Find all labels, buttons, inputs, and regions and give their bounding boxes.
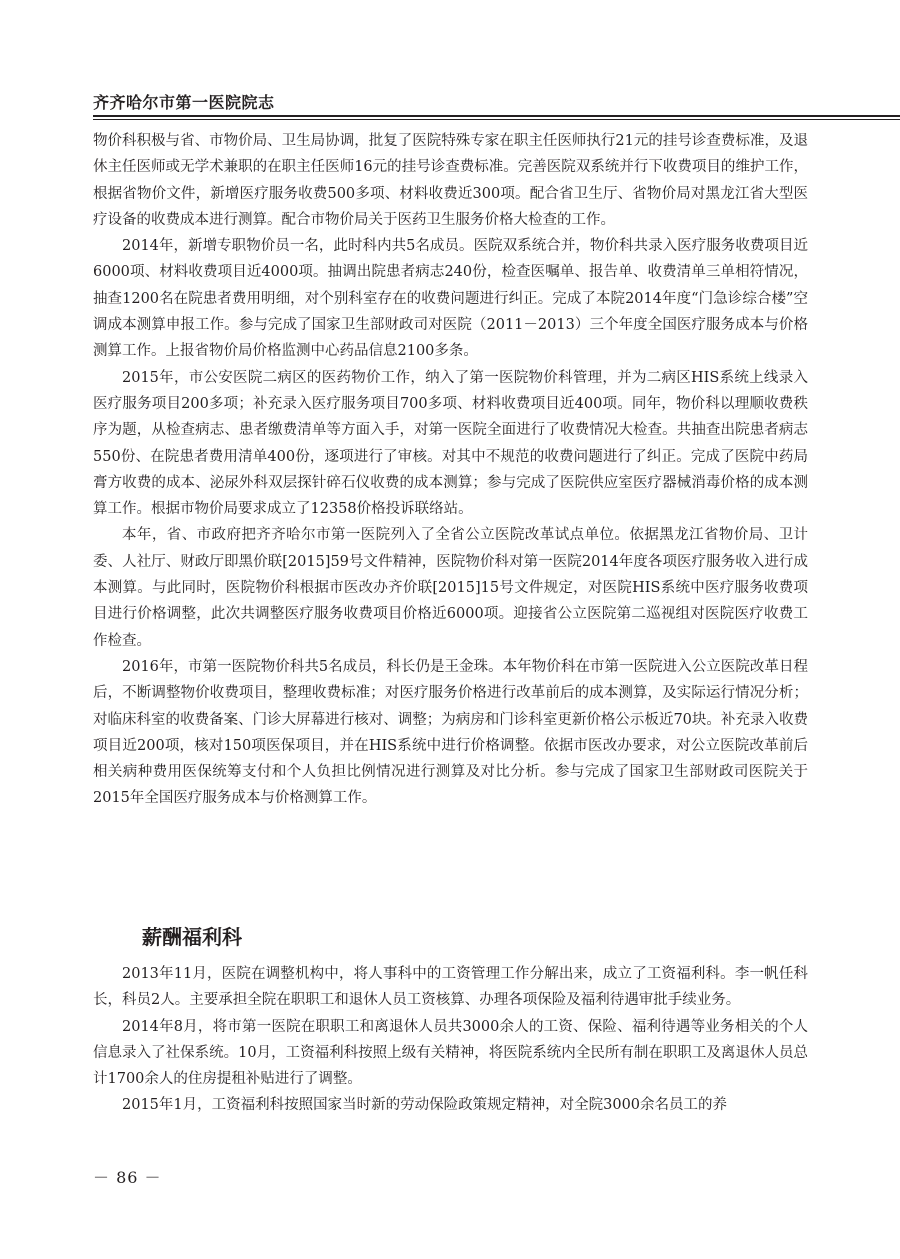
header-rule-secondary	[93, 119, 900, 120]
paragraph: 物价科积极与省、市物价局、卫生局协调，批复了医院特殊专家在职主任医师执行21元的挂号诊查费标准，及退休主任医师或无学术兼职的在职主任医师16元的挂号诊查费标准。完善医院双系统并行下收费项目的维护工作，根据省物价文件，新增医疗服务收费500多项、材料收费近300项。配合省卫生厅、省物价局对黑龙江省大型医疗设备的收费成本进行测算。配合市物价局关于医药卫生服务价格大检查的工作。	[93, 133, 808, 228]
paragraph: 2014年，新增专职物价员一名，此时科内共5名成员。医院双系统合并，物价科共录入医疗服务收费项目近6000项、材料收费项目近4000项。抽调出院患者病志240份，检查医嘱单、报告单、收费清单三单相符情况，抽查1200名在院患者费用明细，对个别科室存在的收费问题进行纠正。完成了本院2014年度“门急诊综合楼”空调成本测算申报工作。参与完成了国家卫生部财政司对医院（2011－2013）三个年度全国医疗服务成本与价格测算工作。上报省物价局价格监测中心药品信息2100多条。	[93, 238, 808, 360]
paragraph: 2016年，市第一医院物价科共5名成员，科长仍是王金珠。本年物价科在市第一医院进入公立医院改革日程后，不断调整物价收费项目，整理收费标准；对医疗服务价格进行改革前后的成本测算，及实际运行情况分析；对临床科室的收费备案、门诊大屏幕进行核对、调整；为病房和门诊科室更新价格公示板近70块。补充录入收费项目近200项，核对150项医保项目，并在HIS系统中进行价格调整。依据市医改办要求，对公立医院改革前后相关病种费用医保统筹支付和个人负担比例情况进行测算及对比分析。参与完成了国家卫生部财政司医院关于2015年全国医疗服务成本与价格测算工作。	[93, 658, 808, 807]
paragraph: 2014年8月，将市第一医院在职职工和离退休人员共3000余人的工资、保险、福利待遇等业务相关的个人信息录入了社保系统。10月，工资福利科按照上级有关精神，将医院系统内全民所有制在职职工及离退休人员总计1700余人的住房提租补贴进行了调整。	[93, 1018, 808, 1088]
paragraph: 2015年1月，工资福利科按照国家当时新的劳动保险政策规定精神，对全院3000余名员工的养	[122, 1097, 728, 1114]
running-header-title: 齐齐哈尔市第一医院院志	[93, 93, 275, 112]
section-heading: 薪酬福利科	[142, 925, 242, 949]
body-text-bottom	[93, 961, 808, 1119]
page-number: － 86 －	[93, 1168, 162, 1187]
paragraph: 本年，省、市政府把齐齐哈尔市第一医院列入了全省公立医院改革试点单位。依据黑龙江省物价局、卫计委、人社厅、财政厅即黑价联[2015]59号文件精神，医院物价科对第一医院2014年度各项医疗服务收入进行成本测算。与此同时，医院物价科根据市医改办齐价联[2015]15号文件规定，对医院HIS系统中医疗服务收费项目进行价格调整，此次共调整医疗服务收费项目价格近6000项。迎接省公立医院第二巡视组对医院医疗收费工作检查。	[93, 527, 808, 649]
paragraph: 2013年11月，医院在调整机构中，将人事科中的工资管理工作分解出来，成立了工资福利科。李一帆任科长，科员2人。主要承担全院在职职工和退休人员工资核算、办理各项保险及福利待遇审批手续业务。	[93, 966, 808, 1009]
header-rule	[93, 115, 900, 117]
paragraph: 2015年，市公安医院二病区的医药物价工作，纳入了第一医院物价科管理，并为二病区HIS系统上线录入医疗服务项目200多项；补充录入医疗服务项目700多项、材料收费项目近400项。同年，物价科以理顺收费秩序为题，从检查病志、患者缴费清单等方面入手，对第一医院全面进行了收费情况大检查。共抽查出院患者病志550份、在院患者费用清单400份，逐项进行了审核。对其中不规范的收费问题进行了纠正。完成了医院中药局膏方收费的成本、泌尿外科双层探针碎石仪收费的成本测算；参与完成了医院供应室医疗器械消毒价格的成本测算工作。根据市物价局要求成立了12358价格投诉联络站。	[93, 369, 808, 518]
body-text-top	[93, 128, 808, 812]
